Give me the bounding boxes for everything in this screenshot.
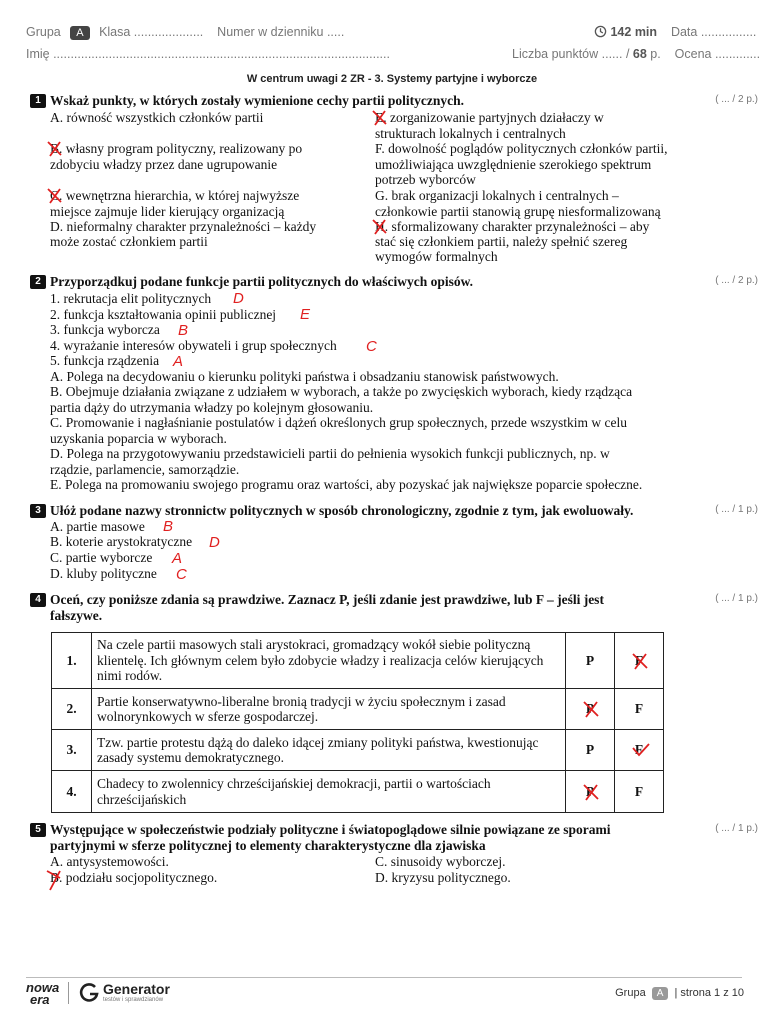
answer-check-mark xyxy=(629,740,651,760)
generator-sublabel: testów i sprawdzianów xyxy=(103,997,164,1003)
q1-option-h: H. sformalizowany charakter przynależności – aby xyxy=(375,219,650,234)
question-5-text-1: Występujące w społeczeństwie podziały polityczne i światopoglądowe silnie powiązane ze sporami xyxy=(50,822,611,837)
question-5-number: 5 xyxy=(30,823,46,837)
q2-desc-b: B. Obejmuje działania związane z udziałem w wyborach, a także po zwycięskich wyborach, kiedy rządząca xyxy=(50,384,633,399)
false-label: F xyxy=(634,701,644,716)
false-cell[interactable] xyxy=(615,633,664,689)
q1-option-g-cont: członkowie partii stanowią grupę niesformalizowaną xyxy=(375,204,661,219)
q1-option-f: F. dowolność poglądów politycznych członków partii, xyxy=(375,141,668,156)
question-4-number: 4 xyxy=(30,593,46,607)
number-field: Numer w dzienniku ..... xyxy=(217,25,345,39)
q1-option-b-cont: zdobyciu władzy przez dane ugrupowanie xyxy=(50,157,278,172)
publisher-logo-line2: era xyxy=(30,992,50,1007)
q1-option-h-cont: stać się członkiem partii, należy spełnić szereg xyxy=(375,234,628,249)
true-cell[interactable] xyxy=(566,730,615,771)
q2-item-1: 1. rekrutacja elit politycznych xyxy=(50,291,212,306)
true-false-table xyxy=(51,632,664,813)
row-number: 3. xyxy=(52,730,92,771)
q2-desc-d-cont: rządzie, parlamencie, samorządzie. xyxy=(50,462,240,477)
header-points xyxy=(512,47,760,61)
publisher-logo xyxy=(26,982,59,1006)
answer-cross-mark xyxy=(629,651,651,671)
logo-separator xyxy=(68,982,69,1004)
q2-desc-c: C. Promowanie i nagłaśnianie postulatów i dążeń określonych grup społecznych, przede wszystkim w celu xyxy=(50,415,627,430)
false-cell[interactable] xyxy=(615,689,664,730)
question-2-points: ( ... / 2 p.) xyxy=(715,275,758,286)
q1-mark-e xyxy=(370,108,390,128)
question-4-text-1: Oceń, czy poniższe zdania są prawdziwe. Zaznacz P, jeśli zdanie jest prawdziwe, lub F – jeśli jest xyxy=(50,592,604,607)
true-label: P xyxy=(585,652,595,668)
question-2-number: 2 xyxy=(30,275,46,289)
question-3-points: ( ... / 1 p.) xyxy=(715,504,758,515)
q5-option-a: A. antysystemowości. xyxy=(50,854,169,869)
grade-field: Ocena ............. xyxy=(674,47,761,61)
q3-item-a: A. partie masowe xyxy=(50,519,145,534)
header-time xyxy=(594,25,756,39)
answer-cross-mark xyxy=(580,782,602,802)
question-1-number: 1 xyxy=(30,94,46,108)
q1-option-g: G. brak organizacji lokalnych i centralnych – xyxy=(375,188,619,203)
q3-item-c: C. partie wyborcze xyxy=(50,550,153,565)
question-5-text-2: partyjnymi w sferze politycznej to elementy charakterystyczne dla zjawiska xyxy=(50,838,486,853)
false-cell[interactable] xyxy=(615,730,664,771)
q5-option-b: B. podziału socjopolitycznego. xyxy=(50,870,218,885)
footer-group-label: Grupa xyxy=(615,987,646,999)
q2-desc-a: A. Polega na decydowaniu o kierunku polityki państwa i obsadzaniu stanowisk państwowych. xyxy=(50,369,559,384)
true-cell[interactable] xyxy=(566,633,615,689)
points-unit: p. xyxy=(650,47,661,61)
group-badge: A xyxy=(70,26,89,40)
q1-mark-h xyxy=(370,217,390,237)
false-label: F xyxy=(634,652,644,668)
q1-option-h-cont2: wymogów formalnych xyxy=(375,249,498,264)
q2-item-2: 2. funkcja kształtowania opinii publicznej xyxy=(50,307,277,322)
question-4-points: ( ... / 1 p.) xyxy=(715,593,758,604)
q1-mark-c xyxy=(45,186,65,206)
date-field: Data ................ xyxy=(670,25,757,39)
q1-option-c-cont: miejsce zajmuje lider kierujący organizacją xyxy=(50,204,285,219)
q1-option-b: B. własny program polityczny, realizowany po xyxy=(50,141,303,156)
q3-item-b: B. koterie arystokratyczne xyxy=(50,534,193,549)
false-label: F xyxy=(634,783,644,799)
generator-g-icon xyxy=(78,982,100,1004)
q2-answer-1: D xyxy=(233,290,244,307)
question-2-text: Przyporządkuj podane funkcje partii politycznych do właściwych opisów. xyxy=(50,274,474,289)
q5-mark-b xyxy=(44,868,66,894)
false-label: F xyxy=(634,742,644,757)
q1-option-c: C. wewnętrzna hierarchia, w której najwyższe xyxy=(50,188,300,203)
false-cell[interactable] xyxy=(615,771,664,813)
answer-cross-mark xyxy=(580,699,602,719)
generator-label: Generator xyxy=(103,981,170,997)
table-row xyxy=(52,730,664,771)
question-3-number: 3 xyxy=(30,504,46,518)
row-number: 4. xyxy=(52,771,92,813)
question-1-points: ( ... / 2 p.) xyxy=(715,94,758,105)
q2-desc-d: D. Polega na przygotowywaniu przedstawicieli partii do pełnienia wysokich funkcji publicznych, np. w xyxy=(50,446,610,461)
q1-option-f-cont: umożliwiająca uwzględnienie szerokiego spektrum xyxy=(375,157,652,172)
row-statement: Partie konserwatywno-liberalne bronią tradycji w życiu społecznym i zasad wolnorynkowych w sferze gospodarczej. xyxy=(92,689,566,730)
question-4-text-2: fałszywe. xyxy=(50,608,103,623)
footer-divider xyxy=(26,977,742,978)
true-cell[interactable] xyxy=(566,771,615,813)
header-row-1 xyxy=(26,25,344,40)
q1-option-e: E. zorganizowanie partyjnych działaczy w xyxy=(375,110,604,125)
publisher-logo-line1: nowa xyxy=(26,980,60,995)
question-1-text: Wskaż punkty, w których zostały wymienione cechy partii politycznych. xyxy=(50,93,464,108)
q1-option-e-cont: strukturach lokalnych i centralnych xyxy=(375,126,566,141)
footer-page-number: | strona 1 z 10 xyxy=(674,987,744,999)
row-number: 2. xyxy=(52,689,92,730)
q2-desc-e: E. Polega na promowaniu swojego programu oraz wartości, aby pozyskać jak największe poparcie społeczne. xyxy=(50,477,643,492)
q2-item-4: 4. wyrażanie interesów obywateli i grup społecznych xyxy=(50,338,337,353)
q3-answer-b: D xyxy=(209,534,220,551)
points-label: Liczba punktów ...... / xyxy=(512,47,630,61)
footer-group-badge: A xyxy=(652,987,669,1000)
table-row xyxy=(52,689,664,730)
q1-mark-b xyxy=(45,139,65,159)
row-number: 1. xyxy=(52,633,92,689)
q2-desc-c-cont: uzyskania poparcia w wyborach. xyxy=(50,431,227,446)
q2-item-5: 5. funkcja rządzenia xyxy=(50,353,160,368)
true-label: P xyxy=(585,742,595,757)
q1-option-f-cont2: potrzeb wyborców xyxy=(375,172,476,187)
q5-option-d: D. kryzysu politycznego. xyxy=(375,870,511,885)
row-statement: Na czele partii masowych stali arystokraci, gromadzący wokół siebie polityczną klientelę. Ich głównym celem było zdobycie władzy i realizacja celów kierujących nimi rodów. xyxy=(92,633,566,689)
true-cell[interactable] xyxy=(566,689,615,730)
q3-answer-a: B xyxy=(163,518,174,535)
page-title: W centrum uwagi 2 ZR - 3. Systemy partyjne i wyborcze xyxy=(246,73,538,85)
q2-desc-b-cont: partia dąży do utrzymania władzy po kolejnym głosowaniu. xyxy=(50,400,374,415)
q3-item-d: D. kluby polityczne xyxy=(50,566,157,581)
table-row xyxy=(52,633,664,689)
q2-answer-4: C xyxy=(366,338,377,355)
true-label: P xyxy=(585,783,595,799)
q2-answer-5: A xyxy=(173,353,184,370)
q2-item-3: 3. funkcja wyborcza xyxy=(50,322,160,337)
points-max: 68 xyxy=(632,47,647,61)
group-label: Grupa xyxy=(26,25,61,39)
name-field: Imię ................................................................................................. xyxy=(26,47,390,61)
table-row xyxy=(52,771,664,813)
footer-page-info xyxy=(615,987,744,1000)
q1-option-a: A. równość wszystkich członków partii xyxy=(50,110,264,125)
class-field: Klasa .................... xyxy=(99,25,204,39)
q1-option-d-cont: może zostać członkiem partii xyxy=(50,234,208,249)
time-value: 142 min xyxy=(610,25,658,39)
question-3-text: Ułóż podane nazwy stronnictw politycznych w sposób chronologiczny, zgodnie z tym, jak ewoluowały. xyxy=(50,503,634,518)
q3-answer-d: C xyxy=(176,566,187,583)
clock-icon xyxy=(594,25,607,38)
q5-option-c: C. sinusoidy wyborczej. xyxy=(375,854,506,869)
question-5-points: ( ... / 1 p.) xyxy=(715,823,758,834)
row-statement: Tzw. partie protestu dążą do daleko idącej zmiany polityki państwa, kwestionując zasady systemu demokratycznego. xyxy=(92,730,566,771)
q2-answer-3: B xyxy=(178,322,189,339)
q2-answer-2: E xyxy=(300,306,311,323)
true-label: P xyxy=(585,701,595,716)
q3-answer-c: A xyxy=(172,550,183,567)
q1-option-d: D. nieformalny charakter przynależności – każdy xyxy=(50,219,317,234)
row-statement: Chadecy to zwolennicy chrześcijańskiej demokracji, partii o wartościach chrześcijańskich xyxy=(92,771,566,813)
